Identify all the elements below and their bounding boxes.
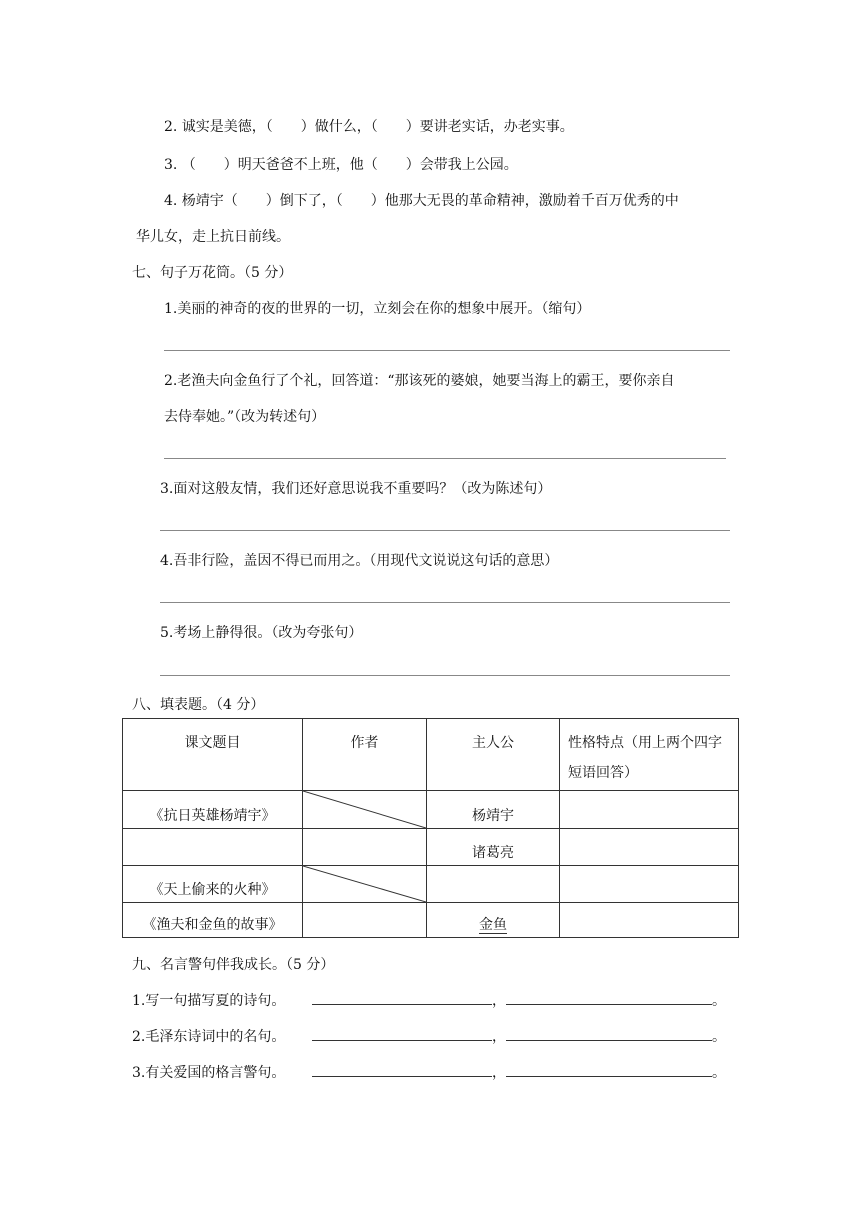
- quote-1-period: 。: [712, 993, 726, 1009]
- quote-item-1-label: 1.写一句描写夏的诗句。: [132, 993, 286, 1009]
- quote-item-3-label: 3.有关爱国的格言警句。: [132, 1065, 286, 1081]
- row-4-author-cell[interactable]: [303, 903, 427, 938]
- quote-2-period: 。: [712, 1029, 726, 1045]
- quote-item-1: [132, 990, 726, 1011]
- answer-line-1[interactable]: [164, 350, 730, 351]
- fill-in-item-4-cont: 华儿女，走上抗日前线。: [136, 229, 290, 245]
- fill-table: [122, 718, 739, 938]
- header-traits: [560, 719, 739, 791]
- header-lesson-title: 课文题目: [123, 719, 303, 791]
- row-4-protagonist: [427, 903, 560, 938]
- sentence-item-2-cont: 去侍奉她。”（改为转述句）: [164, 409, 326, 425]
- quote-1-comma: ，: [492, 993, 506, 1009]
- section-7-heading: 七、句子万花筒。（5 分）: [132, 265, 293, 281]
- answer-line-4[interactable]: [160, 602, 730, 603]
- row-2-protagonist: 诸葛亮: [427, 829, 560, 866]
- row-1-title: 《抗日英雄杨靖宇》: [123, 791, 303, 829]
- row-2-author-cell[interactable]: [303, 829, 427, 866]
- quote-2-blank-a[interactable]: [312, 1026, 492, 1041]
- table-row: [123, 866, 739, 903]
- table-header-row: [123, 719, 739, 791]
- quote-1-blank-b[interactable]: [506, 990, 712, 1005]
- row-3-protagonist-cell[interactable]: [427, 866, 560, 903]
- quote-item-2-label: 2.毛泽东诗词中的名句。: [132, 1029, 286, 1045]
- sentence-item-5: 5.考场上静得很。（改为夸张句）: [160, 625, 363, 641]
- row-4-protagonist-text: 金鱼: [479, 917, 507, 933]
- answer-line-5[interactable]: [160, 675, 730, 676]
- row-3-traits-cell[interactable]: [560, 866, 739, 903]
- answer-line-2[interactable]: [164, 458, 726, 459]
- row-2-traits-cell[interactable]: [560, 829, 739, 866]
- fill-in-item-4: 4. 杨靖宇（ ）倒下了，（ ）他那大无畏的革命精神，激励着千百万优秀的中: [164, 193, 679, 209]
- row-2-title-cell[interactable]: [123, 829, 303, 866]
- fill-in-item-2: 2. 诚实是美德，（ ）做什么，（ ）要讲老实话，办老实事。: [164, 119, 574, 135]
- table-row: [123, 829, 739, 866]
- answer-line-3[interactable]: [160, 530, 730, 531]
- quote-2-comma: ，: [492, 1029, 506, 1045]
- sentence-item-1: 1.美丽的神奇的夜的世界的一切，立刻会在你的想象中展开。（缩句）: [164, 301, 591, 317]
- sentence-item-3: 3.面对这般友情，我们还好意思说我不重要吗？（改为陈述句）: [160, 481, 552, 497]
- sentence-item-4: 4.吾非行险，盖因不得已而用之。（用现代文说说这句话的意思）: [160, 553, 559, 569]
- diagonal-slash: [303, 866, 426, 902]
- quote-3-blank-a[interactable]: [312, 1062, 492, 1077]
- fill-in-item-3: 3. （ ）明天爸爸不上班，他（ ）会带我上公园。: [164, 157, 518, 173]
- row-1-protagonist: 杨靖宇: [427, 791, 560, 829]
- quote-2-blank-b[interactable]: [506, 1026, 712, 1041]
- header-author: 作者: [303, 719, 427, 791]
- row-3-title: 《天上偷来的火种》: [123, 866, 303, 903]
- row-3-author-crossed: [303, 866, 427, 903]
- section-9-heading: 九、名言警句伴我成长。（5 分）: [132, 957, 335, 973]
- diagonal-slash: [303, 791, 426, 828]
- quote-item-2: [132, 1026, 726, 1047]
- quote-item-3: [132, 1062, 726, 1083]
- row-4-traits-cell[interactable]: [560, 903, 739, 938]
- header-protagonist: 主人公: [427, 719, 560, 791]
- row-4-title: 《渔夫和金鱼的故事》: [123, 903, 303, 938]
- header-traits-line-1: 性格特点（用上两个四字: [568, 735, 722, 751]
- section-8-heading: 八、填表题。（4 分）: [132, 697, 265, 713]
- quote-1-blank-a[interactable]: [312, 990, 492, 1005]
- table-row: [123, 791, 739, 829]
- row-1-traits-cell[interactable]: [560, 791, 739, 829]
- header-traits-line-2: 短语回答）: [568, 765, 638, 781]
- sentence-item-2: 2.老渔夫向金鱼行了个礼，回答道：“那该死的婆娘，她要当海上的霸王，要你亲自: [164, 373, 675, 389]
- row-1-author-crossed: [303, 791, 427, 829]
- table-row: [123, 903, 739, 938]
- quote-3-blank-b[interactable]: [506, 1062, 712, 1077]
- quote-3-comma: ，: [492, 1065, 506, 1081]
- quote-3-period: 。: [712, 1065, 726, 1081]
